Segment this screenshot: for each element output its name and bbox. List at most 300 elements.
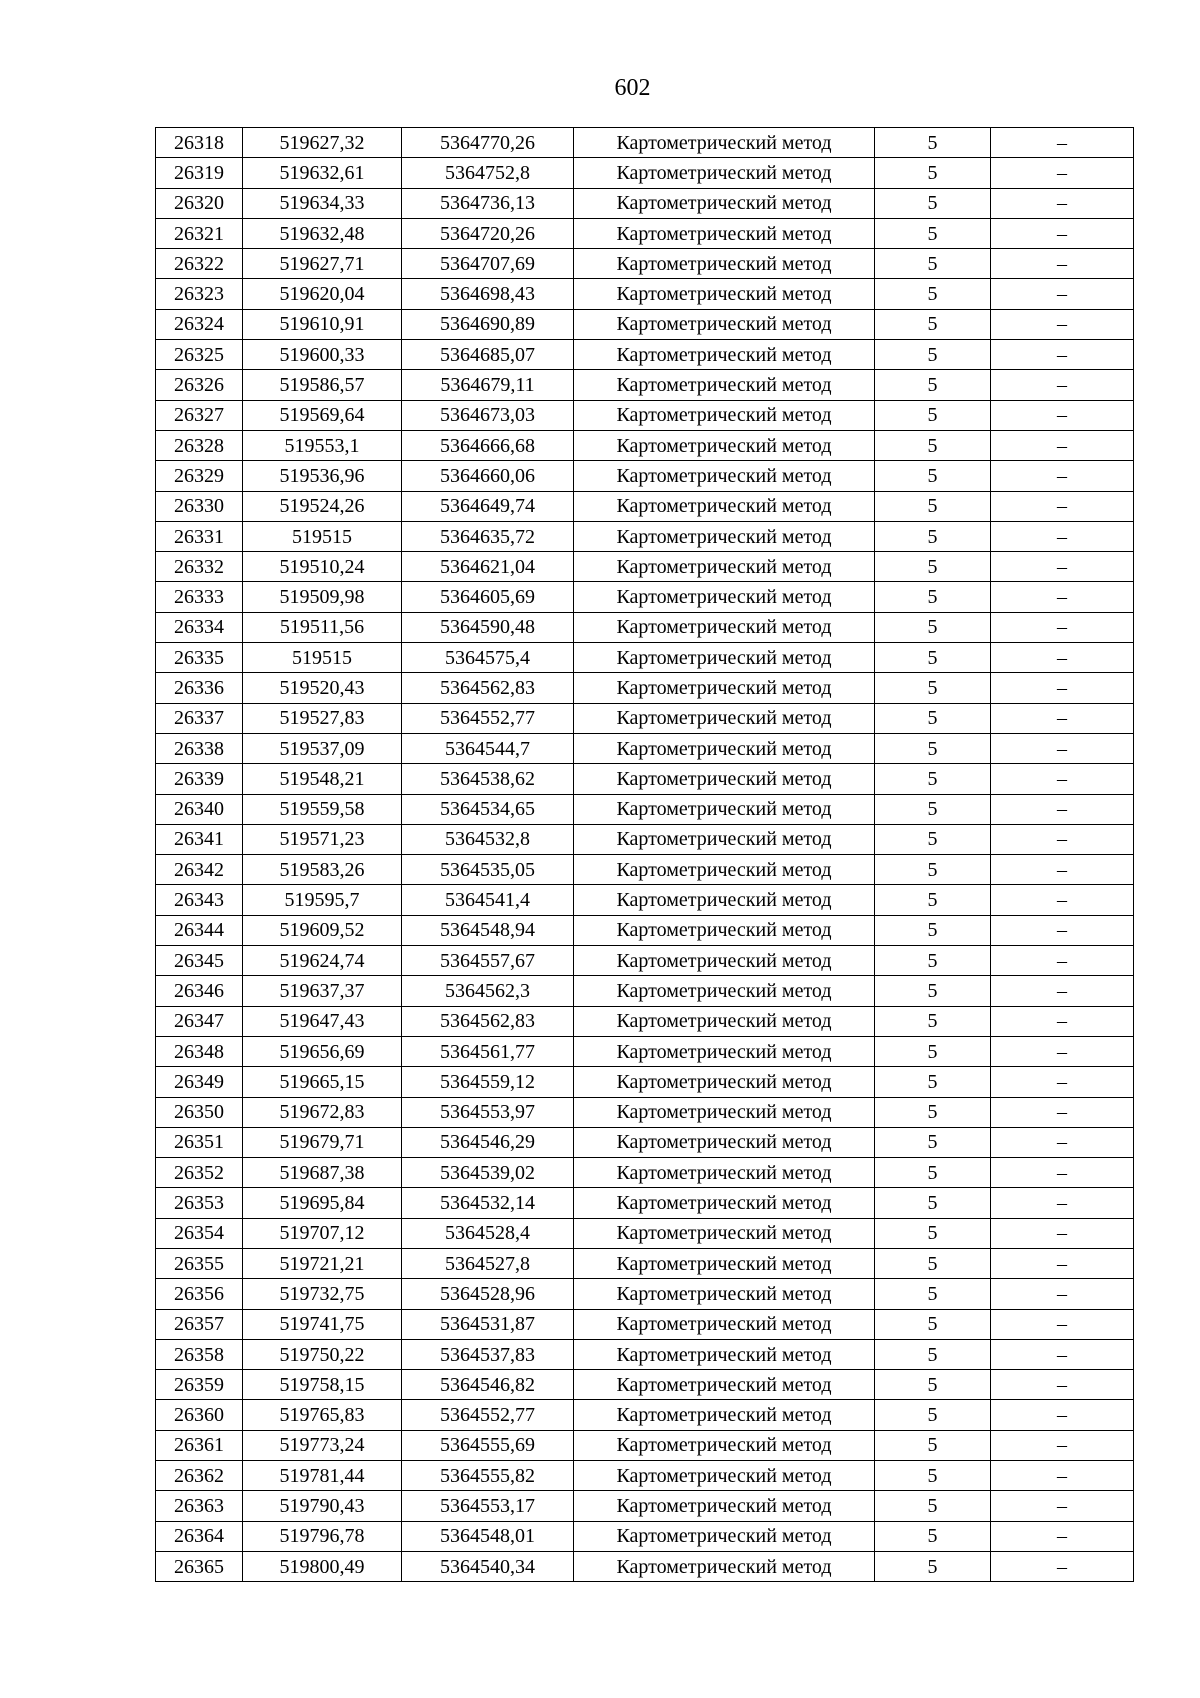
point-number-cell: 26338 (156, 733, 243, 763)
x-coordinate-cell: 519609,52 (243, 915, 402, 945)
accuracy-cell: 5 (875, 1158, 991, 1188)
note-cell: – (991, 340, 1134, 370)
table-row (156, 764, 1134, 794)
accuracy-cell: 5 (875, 764, 991, 794)
table-row (156, 370, 1134, 400)
accuracy-cell: 5 (875, 946, 991, 976)
method-cell: Картометрический метод (574, 673, 875, 703)
y-coordinate-cell: 5364707,69 (402, 249, 574, 279)
point-number-cell: 26348 (156, 1036, 243, 1066)
note-cell: – (991, 643, 1134, 673)
accuracy-cell: 5 (875, 400, 991, 430)
y-coordinate-cell: 5364552,77 (402, 703, 574, 733)
note-cell: – (991, 158, 1134, 188)
accuracy-cell: 5 (875, 491, 991, 521)
note-cell: – (991, 1097, 1134, 1127)
note-cell: – (991, 400, 1134, 430)
point-number-cell: 26323 (156, 279, 243, 309)
note-cell: – (991, 1188, 1134, 1218)
table-row (156, 885, 1134, 915)
x-coordinate-cell: 519721,21 (243, 1248, 402, 1278)
table-row (156, 1461, 1134, 1491)
method-cell: Картометрический метод (574, 1158, 875, 1188)
note-cell: – (991, 552, 1134, 582)
point-number-cell: 26351 (156, 1127, 243, 1157)
note-cell: – (991, 1339, 1134, 1369)
x-coordinate-cell: 519707,12 (243, 1218, 402, 1248)
x-coordinate-cell: 519537,09 (243, 733, 402, 763)
method-cell: Картометрический метод (574, 279, 875, 309)
table-row (156, 915, 1134, 945)
method-cell: Картометрический метод (574, 1067, 875, 1097)
method-cell: Картометрический метод (574, 794, 875, 824)
table-row (156, 582, 1134, 612)
accuracy-cell: 5 (875, 1067, 991, 1097)
x-coordinate-cell: 519632,48 (243, 218, 402, 248)
y-coordinate-cell: 5364552,77 (402, 1400, 574, 1430)
method-cell: Картометрический метод (574, 1430, 875, 1460)
table-row (156, 1188, 1134, 1218)
note-cell: – (991, 824, 1134, 854)
x-coordinate-cell: 519741,75 (243, 1309, 402, 1339)
x-coordinate-cell: 519656,69 (243, 1036, 402, 1066)
accuracy-cell: 5 (875, 188, 991, 218)
point-number-cell: 26319 (156, 158, 243, 188)
y-coordinate-cell: 5364635,72 (402, 521, 574, 551)
note-cell: – (991, 1248, 1134, 1278)
y-coordinate-cell: 5364539,02 (402, 1158, 574, 1188)
method-cell: Картометрический метод (574, 824, 875, 854)
accuracy-cell: 5 (875, 461, 991, 491)
y-coordinate-cell: 5364562,83 (402, 673, 574, 703)
method-cell: Картометрический метод (574, 249, 875, 279)
y-coordinate-cell: 5364540,34 (402, 1551, 574, 1581)
point-number-cell: 26353 (156, 1188, 243, 1218)
method-cell: Картометрический метод (574, 1521, 875, 1551)
point-number-cell: 26320 (156, 188, 243, 218)
x-coordinate-cell: 519695,84 (243, 1188, 402, 1218)
point-number-cell: 26339 (156, 764, 243, 794)
y-coordinate-cell: 5364535,05 (402, 855, 574, 885)
x-coordinate-cell: 519773,24 (243, 1430, 402, 1460)
note-cell: – (991, 1218, 1134, 1248)
y-coordinate-cell: 5364770,26 (402, 128, 574, 158)
y-coordinate-cell: 5364541,4 (402, 885, 574, 915)
point-number-cell: 26363 (156, 1491, 243, 1521)
table-row (156, 976, 1134, 1006)
table-row (156, 430, 1134, 460)
method-cell: Картометрический метод (574, 400, 875, 430)
method-cell: Картометрический метод (574, 461, 875, 491)
x-coordinate-cell: 519610,91 (243, 309, 402, 339)
table-row (156, 1248, 1134, 1278)
x-coordinate-cell: 519632,61 (243, 158, 402, 188)
accuracy-cell: 5 (875, 1248, 991, 1278)
x-coordinate-cell: 519595,7 (243, 885, 402, 915)
method-cell: Картометрический метод (574, 733, 875, 763)
method-cell: Картометрический метод (574, 1218, 875, 1248)
x-coordinate-cell: 519732,75 (243, 1279, 402, 1309)
accuracy-cell: 5 (875, 824, 991, 854)
method-cell: Картометрический метод (574, 521, 875, 551)
table-row (156, 703, 1134, 733)
y-coordinate-cell: 5364690,89 (402, 309, 574, 339)
y-coordinate-cell: 5364553,97 (402, 1097, 574, 1127)
accuracy-cell: 5 (875, 1370, 991, 1400)
table-row (156, 643, 1134, 673)
x-coordinate-cell: 519511,56 (243, 612, 402, 642)
method-cell: Картометрический метод (574, 855, 875, 885)
point-number-cell: 26364 (156, 1521, 243, 1551)
y-coordinate-cell: 5364562,3 (402, 976, 574, 1006)
accuracy-cell: 5 (875, 582, 991, 612)
y-coordinate-cell: 5364562,83 (402, 1006, 574, 1036)
method-cell: Картометрический метод (574, 915, 875, 945)
accuracy-cell: 5 (875, 1218, 991, 1248)
y-coordinate-cell: 5364720,26 (402, 218, 574, 248)
point-number-cell: 26359 (156, 1370, 243, 1400)
note-cell: – (991, 218, 1134, 248)
method-cell: Картометрический метод (574, 582, 875, 612)
accuracy-cell: 5 (875, 1461, 991, 1491)
y-coordinate-cell: 5364532,14 (402, 1188, 574, 1218)
x-coordinate-cell: 519624,74 (243, 946, 402, 976)
x-coordinate-cell: 519583,26 (243, 855, 402, 885)
table-row (156, 1551, 1134, 1581)
method-cell: Картометрический метод (574, 1491, 875, 1521)
method-cell: Картометрический метод (574, 1370, 875, 1400)
x-coordinate-cell: 519765,83 (243, 1400, 402, 1430)
method-cell: Картометрический метод (574, 128, 875, 158)
table-row (156, 1036, 1134, 1066)
y-coordinate-cell: 5364575,4 (402, 643, 574, 673)
table-row (156, 673, 1134, 703)
x-coordinate-cell: 519515 (243, 643, 402, 673)
page-number: 602 (614, 75, 651, 101)
point-number-cell: 26342 (156, 855, 243, 885)
table-row (156, 1309, 1134, 1339)
method-cell: Картометрический метод (574, 430, 875, 460)
point-number-cell: 26331 (156, 521, 243, 551)
method-cell: Картометрический метод (574, 885, 875, 915)
y-coordinate-cell: 5364527,8 (402, 1248, 574, 1278)
table-row (156, 521, 1134, 551)
accuracy-cell: 5 (875, 733, 991, 763)
accuracy-cell: 5 (875, 643, 991, 673)
point-number-cell: 26332 (156, 552, 243, 582)
point-number-cell: 26343 (156, 885, 243, 915)
point-number-cell: 26355 (156, 1248, 243, 1278)
table-row (156, 1067, 1134, 1097)
point-number-cell: 26352 (156, 1158, 243, 1188)
method-cell: Картометрический метод (574, 612, 875, 642)
method-cell: Картометрический метод (574, 703, 875, 733)
point-number-cell: 26350 (156, 1097, 243, 1127)
x-coordinate-cell: 519536,96 (243, 461, 402, 491)
note-cell: – (991, 1158, 1134, 1188)
table-row (156, 400, 1134, 430)
point-number-cell: 26340 (156, 794, 243, 824)
method-cell: Картометрический метод (574, 1551, 875, 1581)
note-cell: – (991, 1036, 1134, 1066)
note-cell: – (991, 1309, 1134, 1339)
x-coordinate-cell: 519620,04 (243, 279, 402, 309)
table-row (156, 249, 1134, 279)
accuracy-cell: 5 (875, 612, 991, 642)
point-number-cell: 26329 (156, 461, 243, 491)
accuracy-cell: 5 (875, 430, 991, 460)
accuracy-cell: 5 (875, 552, 991, 582)
x-coordinate-cell: 519571,23 (243, 824, 402, 854)
table-row (156, 1400, 1134, 1430)
table-row (156, 1127, 1134, 1157)
x-coordinate-cell: 519569,64 (243, 400, 402, 430)
method-cell: Картометрический метод (574, 188, 875, 218)
note-cell: – (991, 794, 1134, 824)
x-coordinate-cell: 519553,1 (243, 430, 402, 460)
x-coordinate-cell: 519510,24 (243, 552, 402, 582)
note-cell: – (991, 188, 1134, 218)
accuracy-cell: 5 (875, 1551, 991, 1581)
note-cell: – (991, 1370, 1134, 1400)
y-coordinate-cell: 5364528,96 (402, 1279, 574, 1309)
accuracy-cell: 5 (875, 309, 991, 339)
accuracy-cell: 5 (875, 1430, 991, 1460)
point-number-cell: 26362 (156, 1461, 243, 1491)
note-cell: – (991, 1006, 1134, 1036)
point-number-cell: 26341 (156, 824, 243, 854)
note-cell: – (991, 1279, 1134, 1309)
point-number-cell: 26354 (156, 1218, 243, 1248)
x-coordinate-cell: 519800,49 (243, 1551, 402, 1581)
method-cell: Картометрический метод (574, 1461, 875, 1491)
note-cell: – (991, 521, 1134, 551)
table-row (156, 340, 1134, 370)
table-row (156, 461, 1134, 491)
note-cell: – (991, 1461, 1134, 1491)
y-coordinate-cell: 5364534,65 (402, 794, 574, 824)
accuracy-cell: 5 (875, 1188, 991, 1218)
table-row (156, 158, 1134, 188)
note-cell: – (991, 673, 1134, 703)
point-number-cell: 26321 (156, 218, 243, 248)
note-cell: – (991, 612, 1134, 642)
y-coordinate-cell: 5364555,69 (402, 1430, 574, 1460)
x-coordinate-cell: 519781,44 (243, 1461, 402, 1491)
accuracy-cell: 5 (875, 158, 991, 188)
note-cell: – (991, 1400, 1134, 1430)
accuracy-cell: 5 (875, 885, 991, 915)
y-coordinate-cell: 5364548,94 (402, 915, 574, 945)
accuracy-cell: 5 (875, 1491, 991, 1521)
accuracy-cell: 5 (875, 1279, 991, 1309)
table-row (156, 1006, 1134, 1036)
note-cell: – (991, 582, 1134, 612)
accuracy-cell: 5 (875, 279, 991, 309)
point-number-cell: 26334 (156, 612, 243, 642)
table-row (156, 1158, 1134, 1188)
y-coordinate-cell: 5364736,13 (402, 188, 574, 218)
point-number-cell: 26322 (156, 249, 243, 279)
accuracy-cell: 5 (875, 370, 991, 400)
table-row (156, 309, 1134, 339)
table-row (156, 1430, 1134, 1460)
note-cell: – (991, 491, 1134, 521)
table-row (156, 552, 1134, 582)
y-coordinate-cell: 5364532,8 (402, 824, 574, 854)
x-coordinate-cell: 519509,98 (243, 582, 402, 612)
point-number-cell: 26358 (156, 1339, 243, 1369)
y-coordinate-cell: 5364666,68 (402, 430, 574, 460)
method-cell: Картометрический метод (574, 1188, 875, 1218)
method-cell: Картометрический метод (574, 218, 875, 248)
point-number-cell: 26360 (156, 1400, 243, 1430)
accuracy-cell: 5 (875, 1097, 991, 1127)
x-coordinate-cell: 519527,83 (243, 703, 402, 733)
method-cell: Картометрический метод (574, 309, 875, 339)
point-number-cell: 26324 (156, 309, 243, 339)
x-coordinate-cell: 519665,15 (243, 1067, 402, 1097)
note-cell: – (991, 1521, 1134, 1551)
y-coordinate-cell: 5364553,17 (402, 1491, 574, 1521)
accuracy-cell: 5 (875, 794, 991, 824)
method-cell: Картометрический метод (574, 976, 875, 1006)
note-cell: – (991, 733, 1134, 763)
table-row (156, 128, 1134, 158)
y-coordinate-cell: 5364660,06 (402, 461, 574, 491)
x-coordinate-cell: 519559,58 (243, 794, 402, 824)
table-row (156, 1097, 1134, 1127)
method-cell: Картометрический метод (574, 1006, 875, 1036)
y-coordinate-cell: 5364528,4 (402, 1218, 574, 1248)
note-cell: – (991, 915, 1134, 945)
method-cell: Картометрический метод (574, 1127, 875, 1157)
y-coordinate-cell: 5364673,03 (402, 400, 574, 430)
accuracy-cell: 5 (875, 1521, 991, 1551)
point-number-cell: 26333 (156, 582, 243, 612)
point-number-cell: 26325 (156, 340, 243, 370)
note-cell: – (991, 128, 1134, 158)
y-coordinate-cell: 5364538,62 (402, 764, 574, 794)
note-cell: – (991, 1551, 1134, 1581)
coordinates-table (155, 127, 1134, 1582)
note-cell: – (991, 703, 1134, 733)
method-cell: Картометрический метод (574, 491, 875, 521)
point-number-cell: 26365 (156, 1551, 243, 1581)
point-number-cell: 26327 (156, 400, 243, 430)
y-coordinate-cell: 5364546,82 (402, 1370, 574, 1400)
accuracy-cell: 5 (875, 1036, 991, 1066)
y-coordinate-cell: 5364546,29 (402, 1127, 574, 1157)
method-cell: Картометрический метод (574, 340, 875, 370)
table-row (156, 1521, 1134, 1551)
method-cell: Картометрический метод (574, 552, 875, 582)
y-coordinate-cell: 5364531,87 (402, 1309, 574, 1339)
accuracy-cell: 5 (875, 976, 991, 1006)
y-coordinate-cell: 5364685,07 (402, 340, 574, 370)
accuracy-cell: 5 (875, 521, 991, 551)
accuracy-cell: 5 (875, 703, 991, 733)
method-cell: Картометрический метод (574, 643, 875, 673)
point-number-cell: 26337 (156, 703, 243, 733)
note-cell: – (991, 249, 1134, 279)
accuracy-cell: 5 (875, 128, 991, 158)
note-cell: – (991, 885, 1134, 915)
x-coordinate-cell: 519520,43 (243, 673, 402, 703)
x-coordinate-cell: 519679,71 (243, 1127, 402, 1157)
y-coordinate-cell: 5364752,8 (402, 158, 574, 188)
point-number-cell: 26328 (156, 430, 243, 460)
method-cell: Картометрический метод (574, 1339, 875, 1369)
point-number-cell: 26346 (156, 976, 243, 1006)
note-cell: – (991, 1127, 1134, 1157)
x-coordinate-cell: 519600,33 (243, 340, 402, 370)
note-cell: – (991, 309, 1134, 339)
x-coordinate-cell: 519548,21 (243, 764, 402, 794)
accuracy-cell: 5 (875, 915, 991, 945)
point-number-cell: 26326 (156, 370, 243, 400)
accuracy-cell: 5 (875, 1006, 991, 1036)
table-row (156, 824, 1134, 854)
note-cell: – (991, 370, 1134, 400)
y-coordinate-cell: 5364557,67 (402, 946, 574, 976)
method-cell: Картометрический метод (574, 1248, 875, 1278)
accuracy-cell: 5 (875, 249, 991, 279)
table-body (156, 128, 1134, 1582)
y-coordinate-cell: 5364621,04 (402, 552, 574, 582)
y-coordinate-cell: 5364561,77 (402, 1036, 574, 1066)
method-cell: Картометрический метод (574, 370, 875, 400)
point-number-cell: 26344 (156, 915, 243, 945)
accuracy-cell: 5 (875, 1309, 991, 1339)
x-coordinate-cell: 519627,32 (243, 128, 402, 158)
y-coordinate-cell: 5364537,83 (402, 1339, 574, 1369)
x-coordinate-cell: 519758,15 (243, 1370, 402, 1400)
point-number-cell: 26318 (156, 128, 243, 158)
y-coordinate-cell: 5364698,43 (402, 279, 574, 309)
table-row (156, 279, 1134, 309)
table-row (156, 1339, 1134, 1369)
note-cell: – (991, 279, 1134, 309)
table-row (156, 1218, 1134, 1248)
y-coordinate-cell: 5364559,12 (402, 1067, 574, 1097)
table-row (156, 1491, 1134, 1521)
point-number-cell: 26357 (156, 1309, 243, 1339)
table-row (156, 1370, 1134, 1400)
accuracy-cell: 5 (875, 218, 991, 248)
point-number-cell: 26361 (156, 1430, 243, 1460)
x-coordinate-cell: 519672,83 (243, 1097, 402, 1127)
note-cell: – (991, 1491, 1134, 1521)
table-row (156, 1279, 1134, 1309)
point-number-cell: 26345 (156, 946, 243, 976)
note-cell: – (991, 855, 1134, 885)
point-number-cell: 26330 (156, 491, 243, 521)
x-coordinate-cell: 519687,38 (243, 1158, 402, 1188)
accuracy-cell: 5 (875, 855, 991, 885)
y-coordinate-cell: 5364590,48 (402, 612, 574, 642)
method-cell: Картометрический метод (574, 1279, 875, 1309)
accuracy-cell: 5 (875, 1339, 991, 1369)
method-cell: Картометрический метод (574, 946, 875, 976)
point-number-cell: 26349 (156, 1067, 243, 1097)
x-coordinate-cell: 519647,43 (243, 1006, 402, 1036)
y-coordinate-cell: 5364605,69 (402, 582, 574, 612)
x-coordinate-cell: 519627,71 (243, 249, 402, 279)
y-coordinate-cell: 5364679,11 (402, 370, 574, 400)
method-cell: Картометрический метод (574, 1097, 875, 1127)
x-coordinate-cell: 519515 (243, 521, 402, 551)
